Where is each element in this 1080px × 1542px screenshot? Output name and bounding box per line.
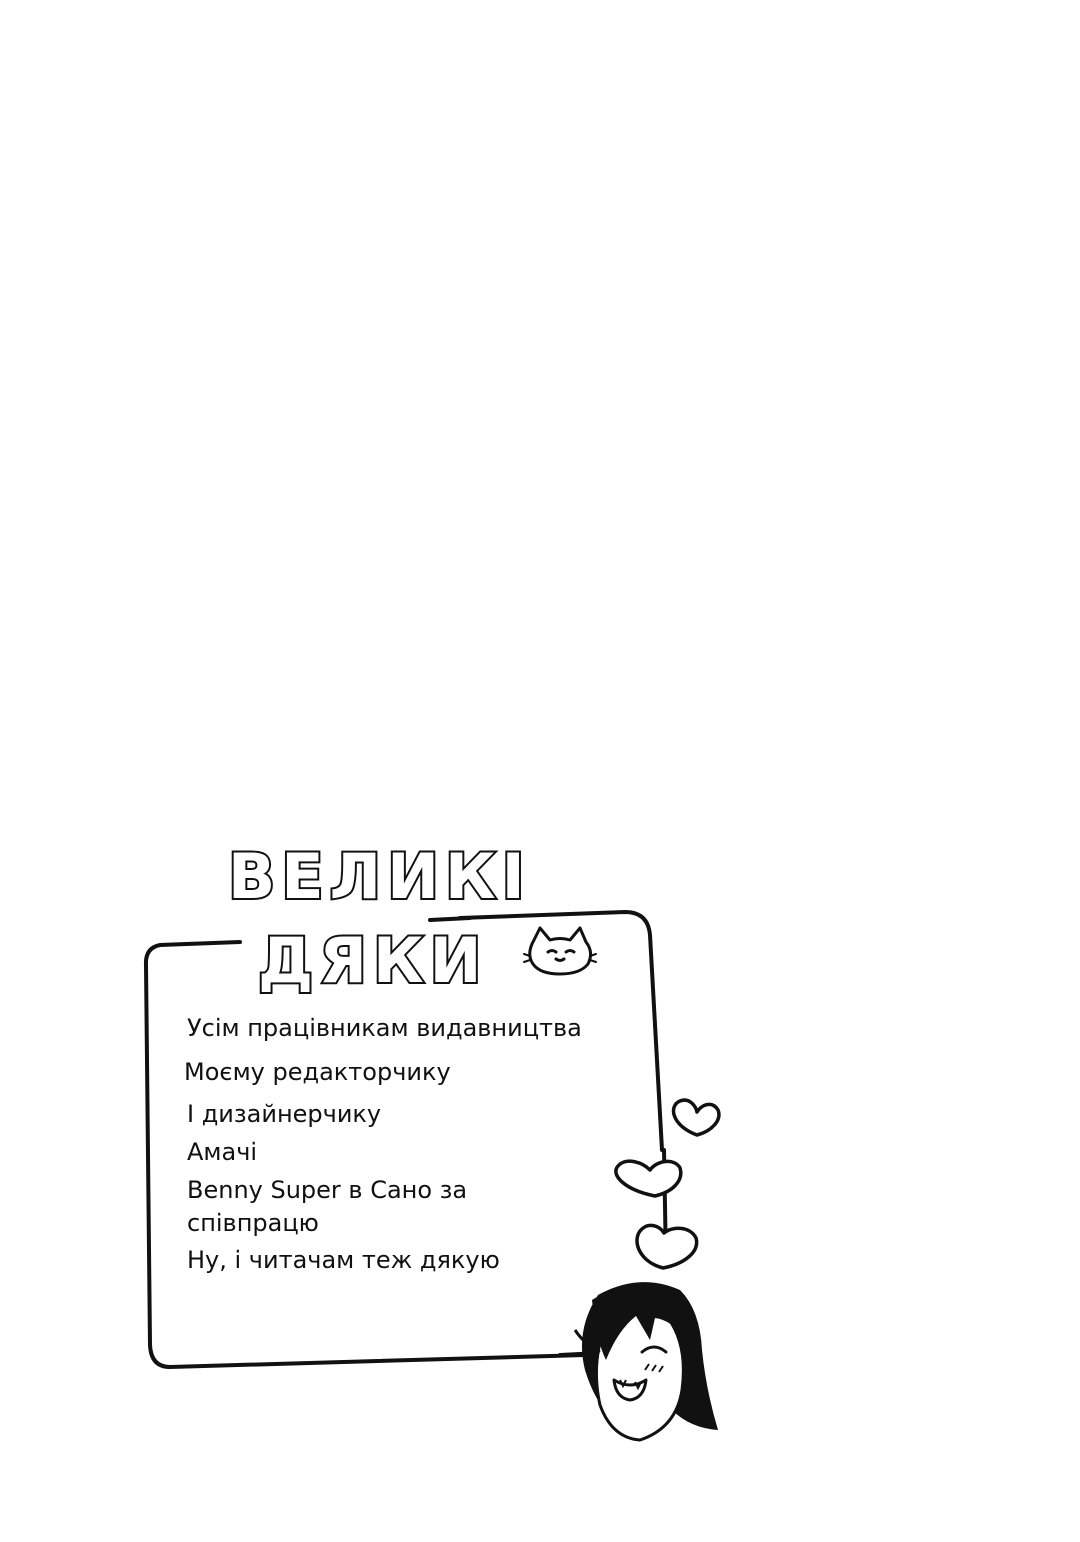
title-line-1: ВЕЛИКІ bbox=[228, 840, 531, 913]
heart-icon bbox=[616, 1161, 681, 1196]
heart-icon bbox=[637, 1225, 697, 1268]
cat-face-icon bbox=[524, 928, 596, 974]
title-line-2: ДЯКИ bbox=[258, 924, 488, 997]
heart-icon bbox=[673, 1100, 718, 1135]
chibi-character bbox=[575, 1282, 718, 1440]
thanks-line: Моєму редакторчику bbox=[184, 1058, 451, 1086]
thanks-line: Ну, і читачам теж дякую bbox=[187, 1246, 500, 1274]
thanks-line: І дизайнерчику bbox=[187, 1100, 382, 1128]
thanks-line: Benny Super в Сано за bbox=[187, 1176, 468, 1204]
thanks-frame-top bbox=[430, 918, 470, 920]
thanks-line: Усім працівникам видавництва bbox=[187, 1014, 582, 1042]
thanks-line: співпрацю bbox=[187, 1209, 319, 1237]
thanks-line: Амачі bbox=[187, 1138, 258, 1166]
